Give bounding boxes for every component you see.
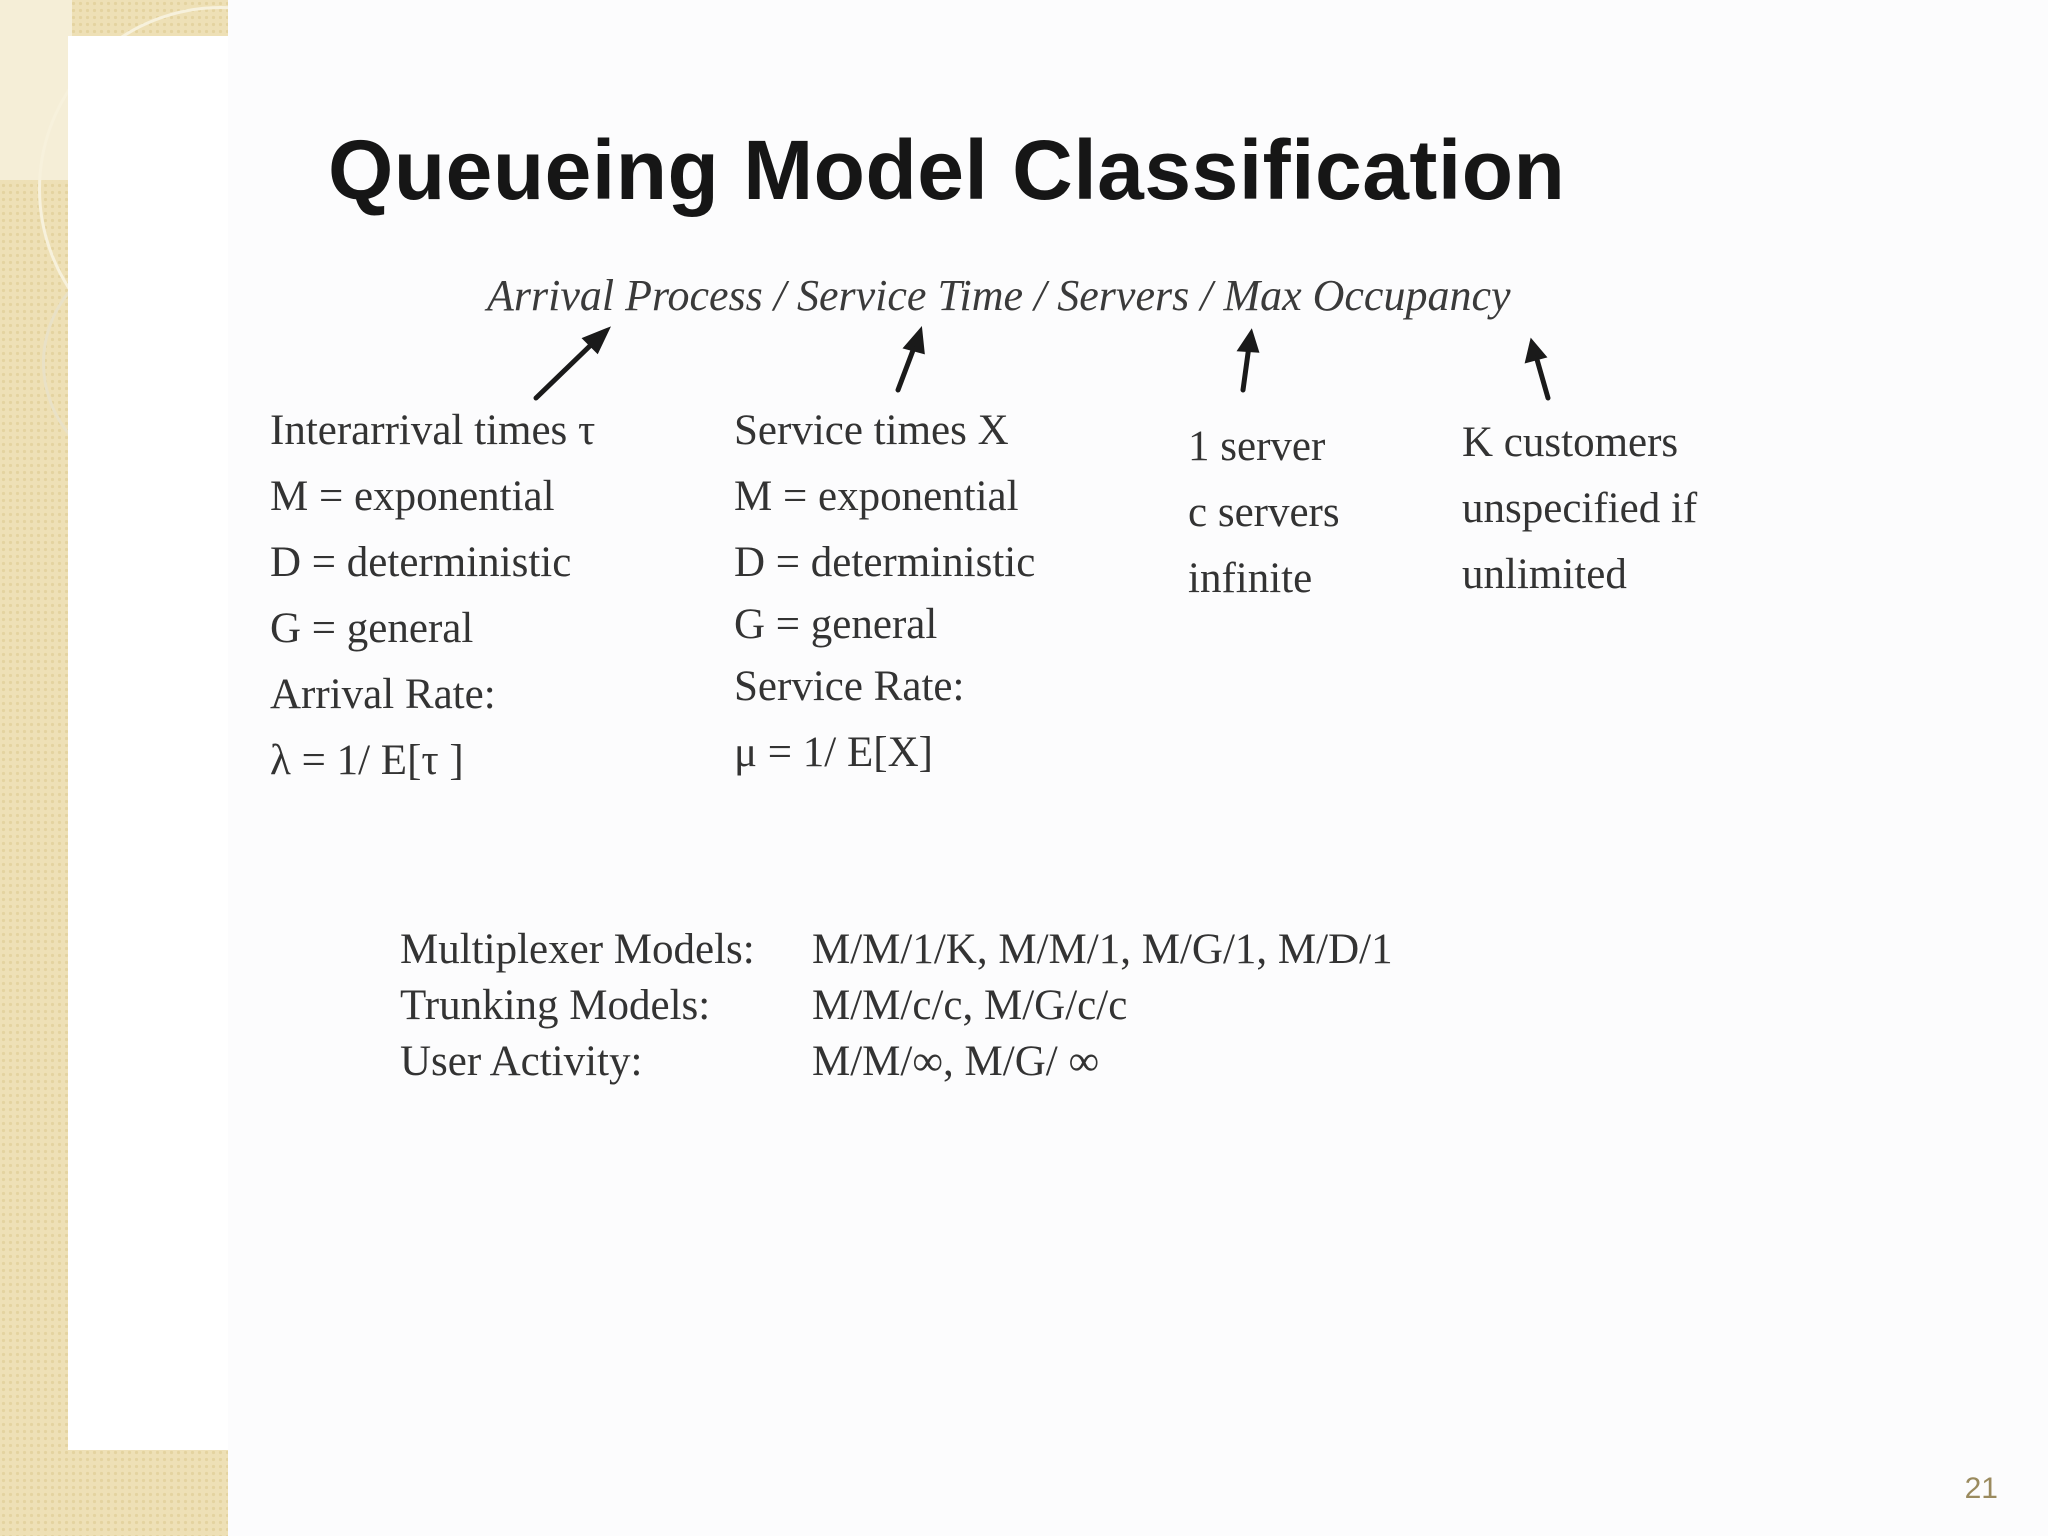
list-item: Interarrival times τ	[270, 407, 596, 454]
model-examples	[400, 922, 1393, 1090]
model-examples-text: M/M/∞, M/G/ ∞	[812, 1038, 1100, 1085]
list-item: G = general	[734, 601, 938, 648]
service-time-list	[734, 398, 1035, 786]
max-occupancy-list	[1462, 410, 1697, 608]
model-name: Trunking Models:	[400, 982, 711, 1029]
list-item: c servers	[1188, 489, 1340, 536]
list-item: Arrival Rate:	[270, 671, 496, 718]
model-name: User Activity:	[400, 1038, 643, 1085]
model-row	[400, 922, 1393, 978]
list-item: infinite	[1188, 555, 1313, 602]
list-item: 1 server	[1188, 423, 1326, 470]
list-item: μ = 1/ E[X]	[734, 729, 933, 776]
list-item: D = deterministic	[270, 539, 572, 586]
model-examples-text: M/M/1/K, M/M/1, M/G/1, M/D/1	[812, 926, 1393, 973]
servers-list	[1188, 414, 1340, 612]
list-item: λ = 1/ E[τ ]	[270, 737, 464, 784]
arrow-service	[898, 332, 922, 390]
arrow-occupancy	[1528, 343, 1548, 398]
arrival-process-list	[270, 398, 595, 794]
list-item: Service Rate:	[734, 663, 965, 710]
arrow-servers	[1241, 334, 1256, 390]
list-item: unlimited	[1462, 551, 1627, 598]
list-item: G = general	[270, 605, 474, 652]
list-item: M = exponential	[734, 473, 1019, 520]
list-item: M = exponential	[270, 473, 555, 520]
kendall-notation: Arrival Process / Service Time / Servers / Max Occupancy	[487, 271, 1511, 320]
page-number: 21	[1964, 1472, 1998, 1505]
model-name: Multiplexer Models:	[400, 926, 755, 973]
model-row	[400, 978, 1393, 1034]
slide-title: Queueing Model Classification	[328, 123, 1566, 217]
list-item: D = deterministic	[734, 539, 1036, 586]
list-item: K customers	[1462, 419, 1679, 466]
arrow-arrival	[536, 331, 606, 398]
model-row	[400, 1034, 1393, 1090]
list-item: Service times X	[734, 407, 1009, 454]
model-examples-text: M/M/c/c, M/G/c/c	[812, 982, 1128, 1029]
list-item: unspecified if	[1462, 485, 1698, 532]
